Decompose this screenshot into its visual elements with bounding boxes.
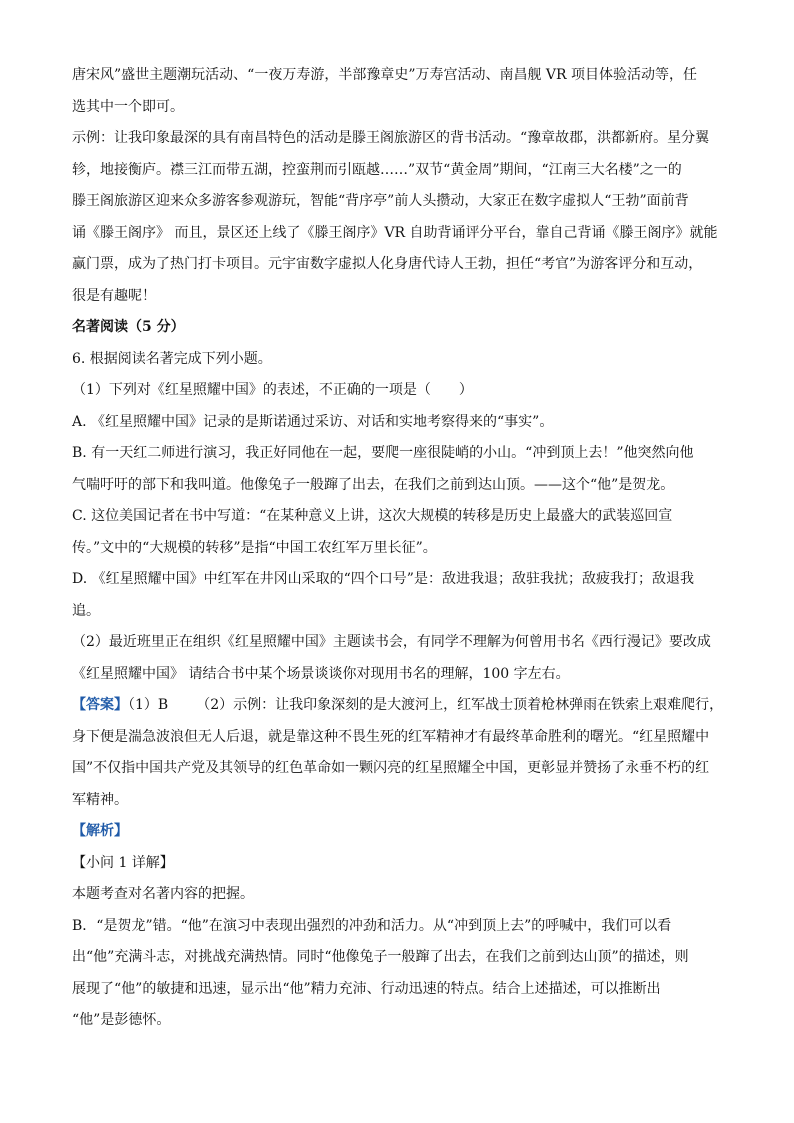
answer-tag: 【答案】 bbox=[72, 697, 128, 713]
text-line: 唐宋风”盛世主题潮玩活动、“一夜万寿游，半部豫章史”万寿宫活动、南昌舰 VR 项目体验活动等，任 bbox=[72, 67, 698, 83]
answer-line bbox=[72, 690, 724, 722]
question-stem: 6. 根据阅读名著完成下列小题。 bbox=[72, 350, 272, 367]
text-line: 滕王阁旅游区迎来众多游客参观游玩，智能“背序亭”前人头攒动，大家正在数字虚拟人“王勃”面前背 bbox=[72, 193, 689, 209]
text-line: 示例：让我印象最深的具有南昌特色的活动是滕王阁旅游区的背书活动。“豫章故郡，洪都新府。星分翼 bbox=[72, 130, 710, 146]
analysis-text: 本题考查对名著内容的把握。 bbox=[72, 886, 254, 902]
sub-question-2: （2）最近班里正在组织《红星照耀中国》主题读书会，有同学不理解为何曾用书名《西行漫记》要改成 bbox=[72, 634, 711, 650]
analysis-tag: 【解析】 bbox=[72, 823, 128, 839]
answer-cont: 身下便是湍急波浪但无人后退，就是靠这种不畏生死的红军精神才有最终革命胜利的曙光。“红星照耀中 bbox=[72, 728, 710, 745]
sub-analysis-heading: 【小问 1 详解】 bbox=[72, 854, 174, 871]
sub-question-1: （1）下列对《红星照耀中国》的表述，不正确的一项是（ ） bbox=[72, 382, 473, 398]
analysis-text: B．“是贺龙”错。“他”在演习中表现出强烈的冲劲和活力。从“冲到顶上去”的呼喊中，我们可以看 bbox=[72, 917, 672, 934]
text-line: 很是有趣呢！ bbox=[72, 287, 156, 304]
option-b: B. 有一天红二师进行演习，我正好同他在一起，要爬一座很陡峭的小山。“冲到顶上去！”他突然向他 bbox=[72, 445, 694, 461]
option-d-cont: 追。 bbox=[72, 602, 100, 619]
text-line: 诵《滕王阁序》 而且，景区还上线了《滕王阁序》VR 自助背诵评分平台，靠自己背诵《滕王阁序》就能 bbox=[72, 224, 718, 241]
text-line: 赢门票，成为了热门打卡项目。元宇宙数字虚拟人化身唐代诗人王勃，担任“考官”为游客评分和互动， bbox=[72, 256, 703, 272]
analysis-text: “他”是彭德怀。 bbox=[72, 1012, 171, 1028]
analysis-text: 出“他”充满斗志，对挑战充满热情。同时“他像兔子一般蹿了出去，在我们之前到达山顶”的描述，则 bbox=[72, 949, 689, 965]
document-body bbox=[72, 60, 724, 1037]
text-line: 选其中一个即可。 bbox=[72, 98, 184, 115]
option-c: C. 这位美国记者在书中写道：“在某种意义上讲，这次大规模的转移是历史上最盛大的武装巡回宣 bbox=[72, 508, 673, 524]
section-heading: 名著阅读（5 分） bbox=[72, 319, 185, 335]
answer-2: （2）示例：让我印象深刻的是大渡河上，红军战士顶着枪林弹雨在铁索上艰难爬行， bbox=[196, 697, 724, 713]
option-b-cont: 气喘吁吁的部下和我叫道。他像兔子一般蹿了出去，在我们之前到达山顶。——这个“他”是贺龙。 bbox=[72, 476, 675, 493]
answer-cont: 军精神。 bbox=[72, 791, 128, 808]
option-a: A. 《红星照耀中国》记录的是斯诺通过采访、对话和实地考察得来的“事实”。 bbox=[72, 413, 554, 430]
option-d: D. 《红星照耀中国》中红军在井冈山采取的“四个口号”是：敌进我退；敌驻我扰；敌疲我打；敌退我 bbox=[72, 571, 694, 587]
text-line: 轸，地接衡庐。襟三江而带五湖，控蛮荆而引瓯越……”双节“黄金周”期间，“江南三大名楼”之一的 bbox=[72, 161, 682, 178]
option-c-cont: 传。”文中的“大规模的转移”是指“中国工农红军万里长征”。 bbox=[72, 539, 437, 556]
answer-1: （1）B bbox=[128, 697, 169, 713]
analysis-text: 展现了“他”的敏捷和迅速，显示出“他”精力充沛、行动迅速的特点。结合上述描述，可以推断出 bbox=[72, 980, 661, 997]
sub-question-2-cont: 《红星照耀中国》 请结合书中某个场景谈谈你对现用书名的理解，100 字左右。 bbox=[72, 665, 570, 682]
answer-cont: 国”不仅指中国共产党及其领导的红色革命如一颗闪亮的红星照耀全中国，更彰显并赞扬了永垂不朽的红 bbox=[72, 760, 710, 776]
